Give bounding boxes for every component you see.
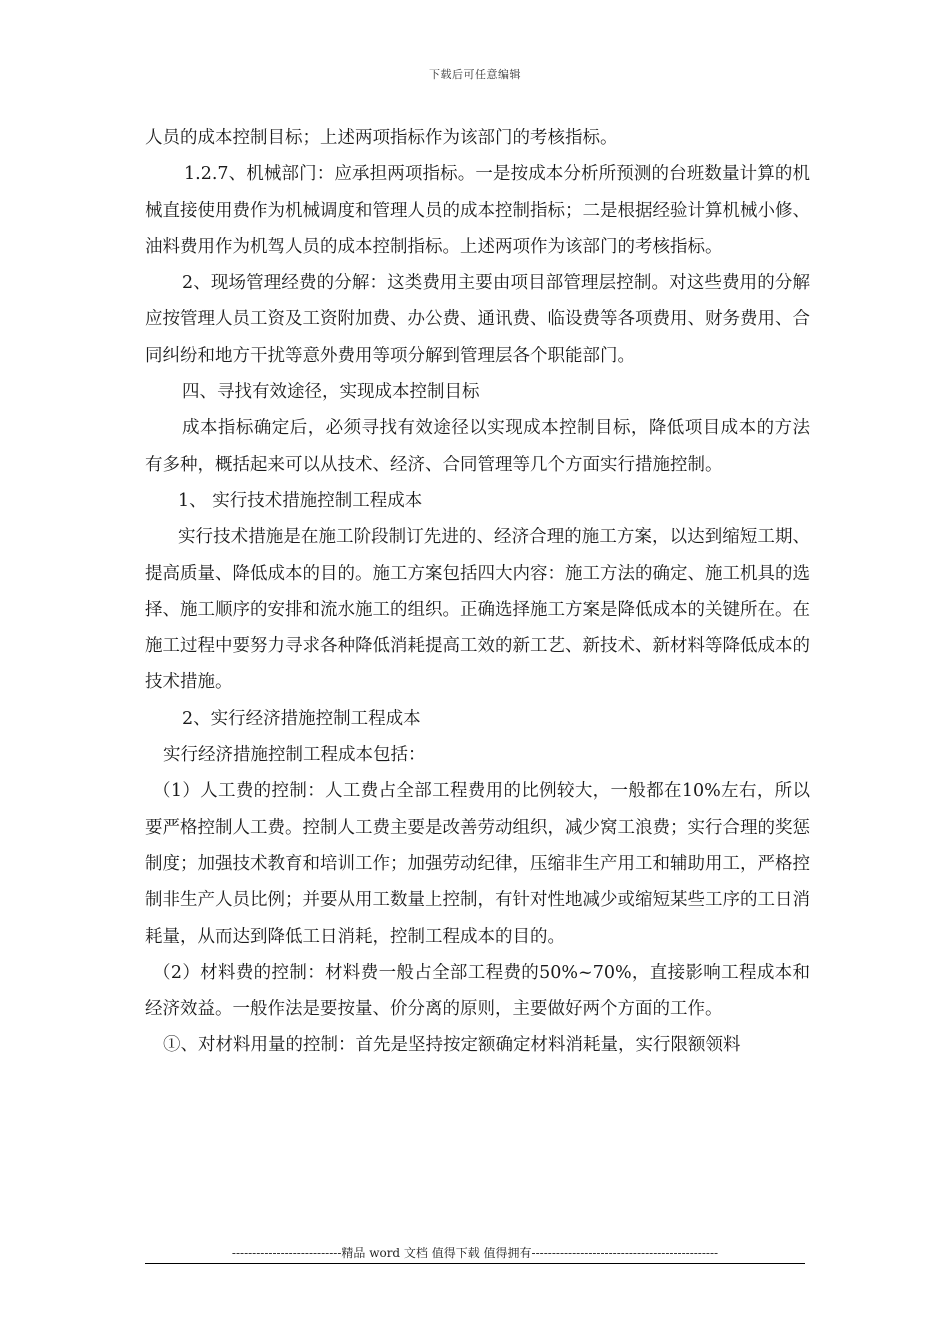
paragraph: （1）人工费的控制：人工费占全部工程费用的比例较大，一般都在10%左右，所以要严格控制人工费。控制人工费主要是改善劳动组织，减少窝工浪费；实行合理的奖惩制度；加强技术教育和培训工作；加强劳动纪律，压缩非生产用工和辅助用工，严格控制非生产人员比例；并要从用工数量上控制，有针对性地减少或缩短某些工序的工日消耗量，从而达到降低工日消耗，控制工程成本的目的。 bbox=[145, 781, 810, 947]
paragraph: 人员的成本控制目标；上述两项指标作为该部门的考核指标。 bbox=[145, 128, 618, 148]
paragraph: 2、现场管理经费的分解：这类费用主要由项目部管理层控制。对这些费用的分解应按管理人员工资及工资附加费、办公费、通讯费、临设费等各项费用、财务费用、合同纠纷和地方干扰等意外费用等项分解到管理层各个职能部门。 bbox=[145, 273, 810, 366]
page-header: 下载后可任意编辑 bbox=[429, 68, 521, 81]
footer-divider bbox=[145, 1263, 805, 1264]
paragraph: （2）材料费的控制：材料费一般占全部工程费的50%~70%，直接影响工程成本和经济效益。一般作法是要按量、价分离的原则，主要做好两个方面的工作。 bbox=[145, 962, 810, 1020]
subsection-heading: 1、 实行技术措施控制工程成本 bbox=[178, 490, 423, 511]
paragraph: 实行经济措施控制工程成本包括： bbox=[163, 745, 426, 766]
page-footer: ---------------------------精品 word 文档 值得下载 值得拥有---------------------------------------------- bbox=[231, 1246, 719, 1260]
paragraph: 成本指标确定后，必须寻找有效途径以实现成本控制目标，降低项目成本的方法有多种，概括起来可以从技术、经济、合同管理等几个方面实行措施控制。 bbox=[145, 418, 810, 475]
document-body bbox=[145, 120, 810, 1064]
paragraph: 1.2.7、机械部门：应承担两项指标。一是按成本分析所预测的台班数量计算的机械直接使用费作为机械调度和管理人员的成本控制指标；二是根据经验计算机械小修、油料费用作为机驾人员的成本控制指标。上述两项作为该部门的考核指标。 bbox=[145, 164, 810, 257]
subsection-heading: 2、实行经济措施控制工程成本 bbox=[182, 708, 421, 729]
paragraph: 实行技术措施是在施工阶段制订先进的、经济合理的施工方案，以达到缩短工期、提高质量、降低成本的目的。施工方案包括四大内容：施工方法的确定、施工机具的选择、施工顺序的安排和流水施工的组织。正确选择施工方案是降低成本的关键所在。在施工过程中要努力寻求各种降低消耗提高工效的新工艺、新技术、新材料等降低成本的技术措施。 bbox=[145, 527, 810, 693]
section-heading: 四、寻找有效途径，实现成本控制目标 bbox=[182, 382, 480, 403]
paragraph: ①、对材料用量的控制：首先是坚持按定额确定材料消耗量，实行限额领料 bbox=[163, 1035, 741, 1056]
